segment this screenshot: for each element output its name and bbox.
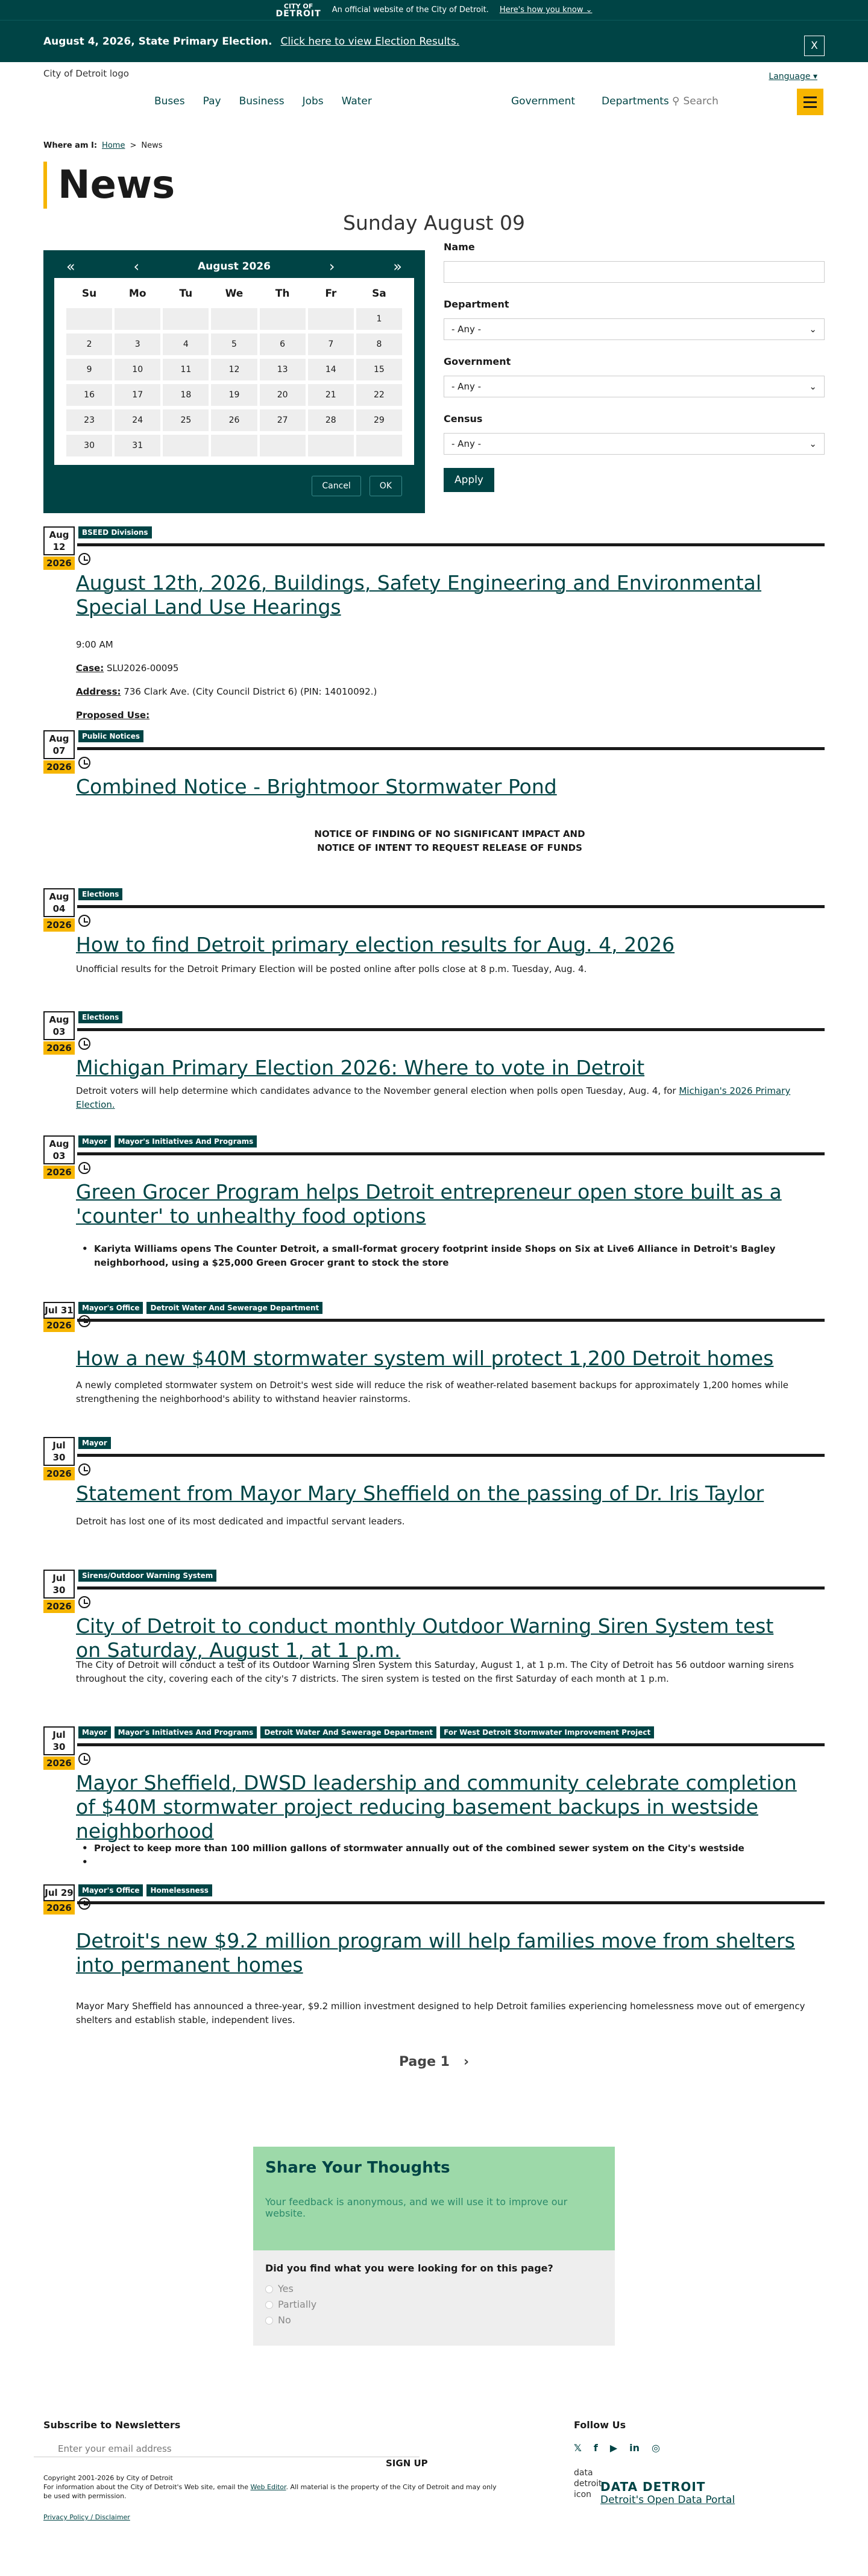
radio-icon — [265, 2317, 273, 2325]
calendar-day[interactable]: 9 — [66, 359, 112, 380]
item-date: Jul 31 — [43, 1302, 75, 1319]
item-tags — [78, 1726, 654, 1738]
item-body: NOTICE OF FINDING OF NO SIGNIFICANT IMPACT AND NOTICE OF INTENT TO REQUEST RELEASE OF FUNDS — [314, 829, 585, 853]
item-title-link[interactable]: How a new $40M stormwater system will protect 1,200 Detroit homes — [76, 1346, 774, 1370]
calendar-day[interactable]: 2 — [66, 333, 112, 355]
breadcrumb-current: News — [141, 141, 163, 150]
survey-question: Did you find what you were looking for on this page? — [265, 2262, 553, 2274]
department-select[interactable]: - Any - ⌄ — [444, 318, 825, 340]
tag-link[interactable]: Mayor's Initiatives And Programs — [115, 1135, 257, 1148]
item-tags — [78, 888, 122, 900]
calendar-day[interactable]: 5 — [211, 333, 257, 355]
feedback-survey — [253, 2250, 615, 2346]
calendar-day[interactable]: 11 — [163, 359, 209, 380]
calendar-day[interactable]: 29 — [356, 409, 402, 431]
item-tags — [78, 1437, 111, 1449]
calendar-day[interactable]: 25 — [163, 409, 209, 431]
nav-jobs[interactable]: Jobs — [302, 95, 324, 107]
item-title-link[interactable]: August 12th, 2026, Buildings, Safety Engineering and Environmental Special Land Use Hearings — [76, 571, 762, 619]
calendar-day[interactable]: 4 — [163, 333, 209, 355]
detroit-logo-small: CITY OF DETROIT — [275, 2, 321, 19]
item-tags — [78, 1570, 216, 1582]
breadcrumb-home[interactable]: Home — [102, 141, 125, 150]
tag-link[interactable]: Elections — [78, 1011, 122, 1023]
government-select[interactable]: - Any - ⌄ — [444, 376, 825, 397]
data-detroit: DATA DETROIT Detroit's Open Data Portal — [600, 2480, 735, 2506]
item-title-link[interactable]: City of Detroit to conduct monthly Outdoor Warning Siren System test on Saturday, August 1, at 1 p.m. — [76, 1614, 774, 1662]
item-body: Mayor Mary Sheffield has announced a three-year, $9.2 million investment designed to help Detroit families experiencing homelessness move out of emergency shelters and establish stable, independent lives. — [76, 2001, 805, 2025]
calendar-day — [163, 435, 209, 456]
item-title-link[interactable]: How to find Detroit primary election results for Aug. 4, 2026 — [76, 933, 675, 956]
calendar-day — [211, 308, 257, 330]
item-year: 2026 — [43, 1757, 75, 1770]
page-label: Page 1 — [398, 2054, 450, 2069]
calendar-day[interactable]: 21 — [308, 384, 354, 406]
linkedin-icon[interactable]: in — [629, 2442, 640, 2454]
item-body: • Kariyta Williams opens The Counter Detroit, a small-format grocery footprint inside Shops on Six at Live6 Alliance in Detroit's Bagley neighborhood, using a $25,000 Green Grocer grant to stock the store — [82, 1243, 776, 1268]
item-divider — [77, 1028, 825, 1031]
calendar-day[interactable]: 10 — [115, 359, 160, 380]
calendar-day[interactable]: 30 — [66, 435, 112, 456]
item-divider — [77, 1152, 825, 1155]
weekday-label: Fr — [325, 288, 337, 300]
clock-icon — [78, 1753, 90, 1765]
item-divider — [77, 1586, 825, 1589]
item-divider — [77, 1901, 825, 1904]
calendar-day[interactable]: 27 — [260, 409, 306, 431]
tag-link[interactable]: Detroit Water And Sewerage Department — [146, 1302, 322, 1314]
pager — [0, 2054, 868, 2069]
apply-button[interactable]: Apply — [444, 468, 494, 492]
calendar-day[interactable]: 18 — [163, 384, 209, 406]
next-year-button[interactable]: » — [393, 258, 402, 275]
calendar-day[interactable]: 8 — [356, 333, 402, 355]
calendar-day[interactable]: 31 — [115, 435, 160, 456]
calendar-month: August 2026 — [197, 260, 271, 273]
language-selector[interactable]: Language ▾ — [769, 72, 817, 81]
item-title-link[interactable]: Combined Notice - Brightmoor Stormwater Pond — [76, 775, 557, 798]
calendar-day[interactable]: 17 — [115, 384, 160, 406]
item-tags — [78, 526, 152, 538]
election-alert — [0, 20, 868, 62]
hamburger-menu-button[interactable] — [797, 89, 823, 115]
facebook-icon[interactable]: f — [593, 2442, 598, 2454]
item-tags — [78, 1011, 122, 1023]
weekday-label: Su — [81, 288, 97, 300]
calendar-day[interactable]: 22 — [356, 384, 402, 406]
tag-link[interactable]: Elections — [78, 888, 122, 900]
clock-icon — [78, 1038, 90, 1050]
item-year: 2026 — [43, 1319, 75, 1332]
selected-date-heading: Sunday August 09 — [343, 211, 525, 235]
radio-icon — [265, 2285, 273, 2293]
search-box[interactable] — [672, 95, 719, 107]
newsletter-heading: Subscribe to Newsletters — [43, 2419, 181, 2431]
tag-link[interactable]: Detroit Water And Sewerage Department — [260, 1726, 436, 1738]
nav-buses[interactable]: Buses — [154, 95, 185, 107]
calendar-day[interactable]: 14 — [308, 359, 354, 380]
tag-link[interactable]: BSEED Divisions — [78, 526, 152, 538]
calendar-day — [308, 435, 354, 456]
item-year: 2026 — [43, 918, 75, 932]
calendar-day[interactable]: 13 — [260, 359, 306, 380]
calendar-ok-button[interactable]: OK — [370, 476, 402, 496]
tag-link[interactable]: Mayor's Office — [78, 1302, 143, 1314]
main-nav — [154, 95, 372, 107]
item-year: 2026 — [43, 557, 75, 570]
next-month-button[interactable]: › — [329, 258, 335, 275]
item-body: Detroit has lost one of its most dedicated and impactful servant leaders. — [76, 1516, 405, 1527]
item-title-link[interactable]: Michigan Primary Election 2026: Where to vote in Detroit — [76, 1056, 645, 1079]
calendar-day[interactable]: 1 — [356, 308, 402, 330]
official-banner — [0, 0, 868, 20]
name-input[interactable] — [444, 261, 825, 283]
item-body: Detroit voters will help determine which candidates advance to the November general election when polls open Tuesday, Aug. 4, for Michigan's 2026 Primary Election. — [76, 1085, 791, 1110]
calendar-day[interactable]: 20 — [260, 384, 306, 406]
name-label: Name — [444, 241, 475, 253]
calendar-day — [163, 308, 209, 330]
item-year: 2026 — [43, 1041, 75, 1055]
social-links — [574, 2442, 660, 2454]
item-title-link[interactable]: Green Grocer Program helps Detroit entrepreneur open store built as a 'counter' to unhealthy food options — [76, 1180, 782, 1228]
item-date: Jul 30 — [43, 1570, 75, 1599]
radio-icon — [265, 2301, 273, 2309]
item-year: 2026 — [43, 1467, 75, 1480]
signup-button[interactable]: SIGN UP — [386, 2458, 428, 2469]
alert-text: August 4, 2026, State Primary Election. — [43, 35, 272, 48]
next-page-button[interactable]: › — [463, 2054, 470, 2069]
election-results-link[interactable]: Click here to view Election Results. — [280, 35, 460, 48]
calendar-day[interactable]: 6 — [260, 333, 306, 355]
calendar-grid — [54, 278, 414, 465]
calendar-day[interactable]: 16 — [66, 384, 112, 406]
calendar-day[interactable]: 24 — [115, 409, 160, 431]
clock-icon — [78, 1162, 90, 1174]
search-input[interactable]: Search — [683, 95, 719, 107]
calendar-day[interactable]: 28 — [308, 409, 354, 431]
feedback-title: Share Your Thoughts — [265, 2159, 450, 2177]
option-no[interactable]: No — [265, 2312, 603, 2328]
calendar-day[interactable]: 7 — [308, 333, 354, 355]
calendar-day — [356, 435, 402, 456]
calendar-day — [115, 308, 160, 330]
option-yes[interactable]: Yes — [265, 2281, 603, 2297]
item-body: A newly completed stormwater system on Detroit's west side will reduce the risk of weather-related basement backups for approximately 1,200 homes while strengthening the neighborhood's ability to withstand heavier rainstorms. — [76, 1380, 788, 1404]
page-title: News — [43, 162, 175, 209]
item-tags — [78, 730, 143, 742]
tag-link[interactable]: For West Detroit Stormwater Improvement Project — [440, 1726, 654, 1738]
item-year: 2026 — [43, 760, 75, 774]
item-title-link[interactable]: Statement from Mayor Mary Sheffield on the passing of Dr. Iris Taylor — [76, 1482, 764, 1505]
tag-link[interactable]: Homelessness — [146, 1884, 212, 1896]
web-editor-link[interactable]: Web Editor — [250, 2483, 286, 2491]
item-date: Jul 30 — [43, 1437, 75, 1466]
heres-how-link[interactable]: Here's how you know ⌄ — [499, 5, 593, 14]
weekday-label: Tu — [179, 288, 193, 300]
prev-year-button[interactable]: « — [66, 258, 75, 275]
clock-icon — [78, 757, 90, 769]
filter-form — [444, 241, 825, 492]
calendar-day[interactable]: 19 — [211, 384, 257, 406]
nav-government[interactable]: Government — [511, 95, 576, 107]
item-year: 2026 — [43, 1901, 75, 1915]
calendar-day[interactable]: 15 — [356, 359, 402, 380]
nav-pay[interactable]: Pay — [203, 95, 221, 107]
follow-heading: Follow Us — [574, 2419, 626, 2431]
official-text: An official website of the City of Detroit. — [332, 5, 489, 14]
tag-link[interactable]: Mayor — [78, 1135, 111, 1148]
item-tags — [78, 1135, 257, 1148]
calendar-day[interactable]: 23 — [66, 409, 112, 431]
tag-link[interactable]: Public Notices — [78, 730, 143, 742]
nav-water[interactable]: Water — [341, 95, 372, 107]
item-date: Jul 29 — [43, 1884, 75, 1901]
weekday-label: We — [225, 288, 244, 300]
item-date: Aug 12 — [43, 526, 75, 555]
item-divider — [77, 543, 825, 546]
item-tags — [78, 1884, 212, 1896]
privacy-link[interactable]: Privacy Policy / Disclaimer — [43, 2513, 130, 2521]
chevron-down-icon: ⌄ — [809, 438, 817, 449]
option-partially[interactable]: Partially — [265, 2297, 603, 2312]
item-title-link[interactable]: Detroit's new $9.2 million program will help families move from shelters into permanent homes — [76, 1929, 795, 1977]
weekday-label: Th — [275, 288, 290, 300]
item-tags — [78, 1302, 322, 1314]
item-date: Aug 03 — [43, 1011, 75, 1040]
calendar-day[interactable]: 3 — [115, 333, 160, 355]
item-divider — [77, 905, 825, 908]
item-divider — [77, 1743, 825, 1746]
calendar-day — [211, 435, 257, 456]
nav-business[interactable]: Business — [239, 95, 285, 107]
email-input[interactable]: Enter your email address — [34, 2441, 420, 2457]
census-label: Census — [444, 413, 483, 425]
calendar-day — [260, 308, 306, 330]
nav-departments[interactable]: Departments — [602, 95, 669, 107]
item-year: 2026 — [43, 1600, 75, 1613]
chevron-down-icon: ⌄ — [809, 381, 817, 392]
weekday-label: Mo — [128, 288, 146, 300]
primary-election-link[interactable]: Michigan's 2026 Primary Election. — [76, 1085, 791, 1110]
clock-icon — [78, 553, 90, 565]
calendar-cancel-button[interactable]: Cancel — [312, 476, 360, 496]
item-divider — [77, 747, 825, 750]
open-data-link[interactable]: Detroit's Open Data Portal — [600, 2494, 735, 2506]
item-date: Jul 30 — [43, 1726, 75, 1755]
item-body: Unofficial results for the Detroit Primary Election will be posted online after polls close at 8 p.m. Tuesday, Aug. 4. — [76, 964, 587, 974]
instagram-icon[interactable]: ◎ — [652, 2442, 661, 2454]
weekday-label: Sa — [372, 288, 386, 300]
close-alert-button[interactable]: X — [804, 36, 825, 56]
clock-icon — [78, 915, 90, 927]
census-select[interactable]: - Any - ⌄ — [444, 433, 825, 455]
search-icon: ⚲ — [672, 95, 680, 107]
twitter-icon[interactable]: 𝕏 — [574, 2442, 582, 2454]
copyright: Copyright 2001-2026 by City of Detroit For information about the City of Detroit's Web site, email the Web Editor. All material is the property of the City of Detroit and may only be used with permission. — [43, 2474, 497, 2500]
tag-link[interactable]: Mayor's Initiatives And Programs — [115, 1726, 257, 1738]
chevron-right-icon: > — [130, 141, 137, 150]
item-body: 9:00 AM Case: SLU2026-00095 Address: 736 Clark Ave. (City Council District 6) (PIN: 14010092.) Proposed Use: — [76, 639, 377, 721]
item-date: Aug 04 — [43, 888, 75, 917]
item-year: 2026 — [43, 1166, 75, 1179]
calendar-day — [260, 435, 306, 456]
feedback-panel — [253, 2147, 615, 2250]
feedback-text: Your feedback is anonymous, and we will use it to improve our website. — [265, 2196, 568, 2219]
calendar-day — [66, 308, 112, 330]
item-date: Aug 03 — [43, 1135, 75, 1164]
item-body: The City of Detroit will conduct a test of its Outdoor Warning Siren System this Saturday, August 1, at 1 p.m. The City of Detroit has 56 outdoor warning sirens throughout the city, covering each of the city's 7 districts. The siren system is tested on the first Saturday of each month at 1 p.m. — [76, 1659, 794, 1684]
item-body: • Project to keep more than 100 million gallons of stormwater annually out of the combined sewer system on the City's westside • — [82, 1843, 744, 1867]
calendar-day — [308, 308, 354, 330]
calendar-day[interactable]: 12 — [211, 359, 257, 380]
prev-month-button[interactable]: ‹ — [133, 258, 140, 275]
tag-link[interactable]: Mayor's Office — [78, 1884, 143, 1896]
tag-link[interactable]: Mayor — [78, 1437, 111, 1449]
item-date: Aug 07 — [43, 730, 75, 759]
breadcrumb: Where am I: Home > News — [43, 141, 163, 150]
item-title-link[interactable]: Mayor Sheffield, DWSD leadership and community celebrate completion of $40M stormwater project reducing basement backups in westside neighborhood — [76, 1771, 797, 1843]
secondary-nav — [511, 95, 669, 107]
youtube-icon[interactable]: ▶ — [609, 2442, 618, 2454]
clock-icon — [78, 1596, 90, 1608]
city-logo[interactable]: City of Detroit logo — [43, 68, 129, 79]
calendar-day[interactable]: 26 — [211, 409, 257, 431]
item-divider — [77, 1454, 825, 1457]
tag-link[interactable]: Sirens/Outdoor Warning System — [78, 1570, 216, 1582]
clock-icon — [78, 1463, 90, 1476]
data-detroit-icon: data detroit icon — [574, 2468, 602, 2499]
site-header — [0, 62, 868, 126]
government-label: Government — [444, 356, 511, 367]
chevron-down-icon: ⌄ — [809, 324, 817, 335]
tag-link[interactable]: Mayor — [78, 1726, 111, 1738]
item-divider — [77, 1319, 825, 1322]
department-label: Department — [444, 298, 509, 310]
date-picker — [43, 250, 425, 513]
